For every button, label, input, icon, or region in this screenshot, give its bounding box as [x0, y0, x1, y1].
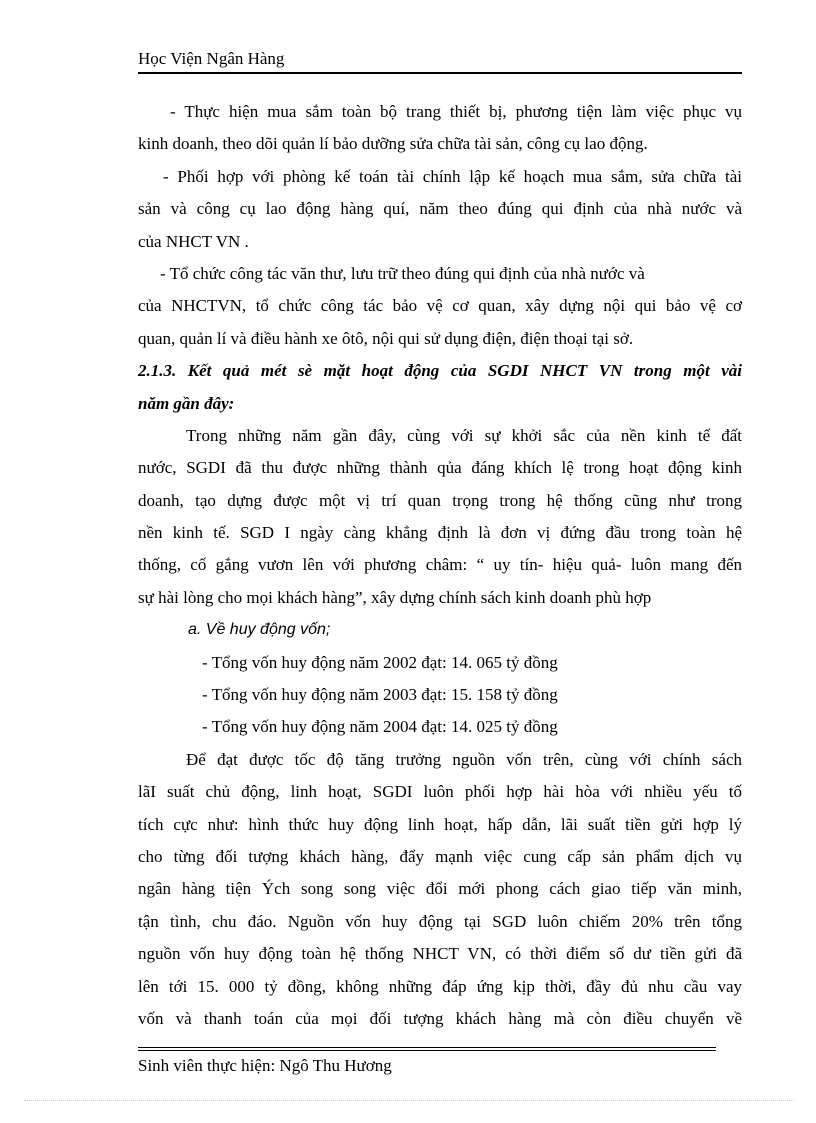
paragraph-line: cho từng đối tượng khách hàng, đẩy mạnh việc cung cấp sản phẩm dịch vụ: [138, 846, 742, 866]
section-heading-line: 2.1.3. Kết quả mét sè mặt hoạt động của SGDI NHCT VN trong một vài: [138, 361, 742, 381]
paragraph-line: - Phối hợp với phòng kế toán tài chính lập kế hoạch mua sắm, sửa chữa tài: [163, 166, 742, 186]
paragraph-line: - Tổng vốn huy động năm 2002 đạt: 14. 065 tỷ đồng: [202, 652, 558, 672]
paragraph-line: lãI suất chủ động, linh hoạt, SGDI luôn phối hợp hài hòa với nhiều yếu tố: [138, 782, 742, 802]
paragraph-line: thống, cố gắng vươn lên với phương châm: “ uy tín- hiệu quả- luôn mang đến: [138, 555, 742, 575]
paragraph-line: quan, quản lí và điều hành xe ôtô, nội qui sử dụng điện, điện thoại tại sở.: [138, 328, 634, 348]
document-body: [138, 96, 742, 1035]
paragraph-line: - Tổ chức công tác văn thư, lưu trữ theo đúng qui định của nhà nước và: [160, 263, 645, 283]
footer-rule: [138, 1047, 716, 1048]
paragraph-line: của NHCTVN, tổ chức công tác bảo vệ cơ quan, xây dựng nội qui bảo vệ cơ: [138, 296, 742, 316]
page-break-line: [24, 1100, 794, 1101]
paragraph-line: sự hài lòng cho mọi khách hàng”, xây dựng chính sách kinh doanh phù hợp: [138, 587, 652, 607]
paragraph-line: của NHCT VN .: [138, 231, 249, 251]
paragraph-line: - Tổng vốn huy động năm 2003 đạt: 15. 158 tỷ đồng: [202, 685, 558, 705]
paragraph-line: tích cực như: hình thức huy động linh hoạt, hấp dẫn, lãi suất tiền gửi hợp lý: [138, 814, 742, 834]
paragraph-line: nước, SGDI đã thu được những thành qủa đáng khích lệ trong hoạt động kinh: [138, 458, 742, 478]
paragraph-line: vốn và thanh toán của mọi đối tượng khách hàng mà còn điều chuyển về: [138, 1008, 742, 1028]
page-footer: Sinh viên thực hiện: Ngô Thu Hương: [138, 1056, 392, 1075]
paragraph-line: nguồn vốn huy động toàn hệ thống NHCT VN, có thời điểm số dư tiền gửi đã: [138, 944, 742, 964]
subsection-heading: a. Về huy động vốn;: [188, 621, 331, 639]
paragraph-line: Trong những năm gần đây, cùng với sự khởi sắc của nền kinh tế đất: [186, 425, 742, 445]
footer-rule-double: [138, 1050, 716, 1051]
paragraph-line: ngân hàng tiện Ých song song việc đổi mới phong cách giao tiếp văn minh,: [138, 879, 742, 899]
paragraph-line: doanh, tạo dựng được một vị trí quan trọng trong hệ thống cũng như trong: [138, 490, 742, 510]
paragraph-line: Để đạt được tốc độ tăng trưởng nguồn vốn trên, cùng với chính sách: [186, 749, 742, 769]
paragraph-line: - Tổng vốn huy động năm 2004 đạt: 14. 025 tỷ đồng: [202, 717, 558, 737]
paragraph-line: - Thực hiện mua sắm toàn bộ trang thiết bị, phương tiện làm việc phục vụ: [170, 102, 742, 121]
paragraph-line: kinh doanh, theo dõi quản lí bảo dưỡng sửa chữa tài sản, công cụ lao động.: [138, 134, 648, 154]
section-heading-line: năm gần đây:: [138, 393, 235, 413]
paragraph-line: nền kinh tế. SGD I ngày càng khẳng định là đơn vị đứng đầu trong toàn hệ: [138, 523, 742, 543]
paragraph-line: tận tình, chu đáo. Nguồn vốn huy động tại SGD luôn chiếm 20% trên tổng: [138, 911, 742, 931]
paragraph-line: lên tới 15. 000 tỷ đồng, không những đáp ứng kịp thời, đầy đủ nhu cầu vay: [138, 976, 742, 996]
paragraph-line: sản và công cụ lao động hàng quí, năm theo đúng qui định của nhà nước và: [138, 199, 742, 219]
page-header: Học Viện Ngân Hàng: [138, 49, 742, 74]
